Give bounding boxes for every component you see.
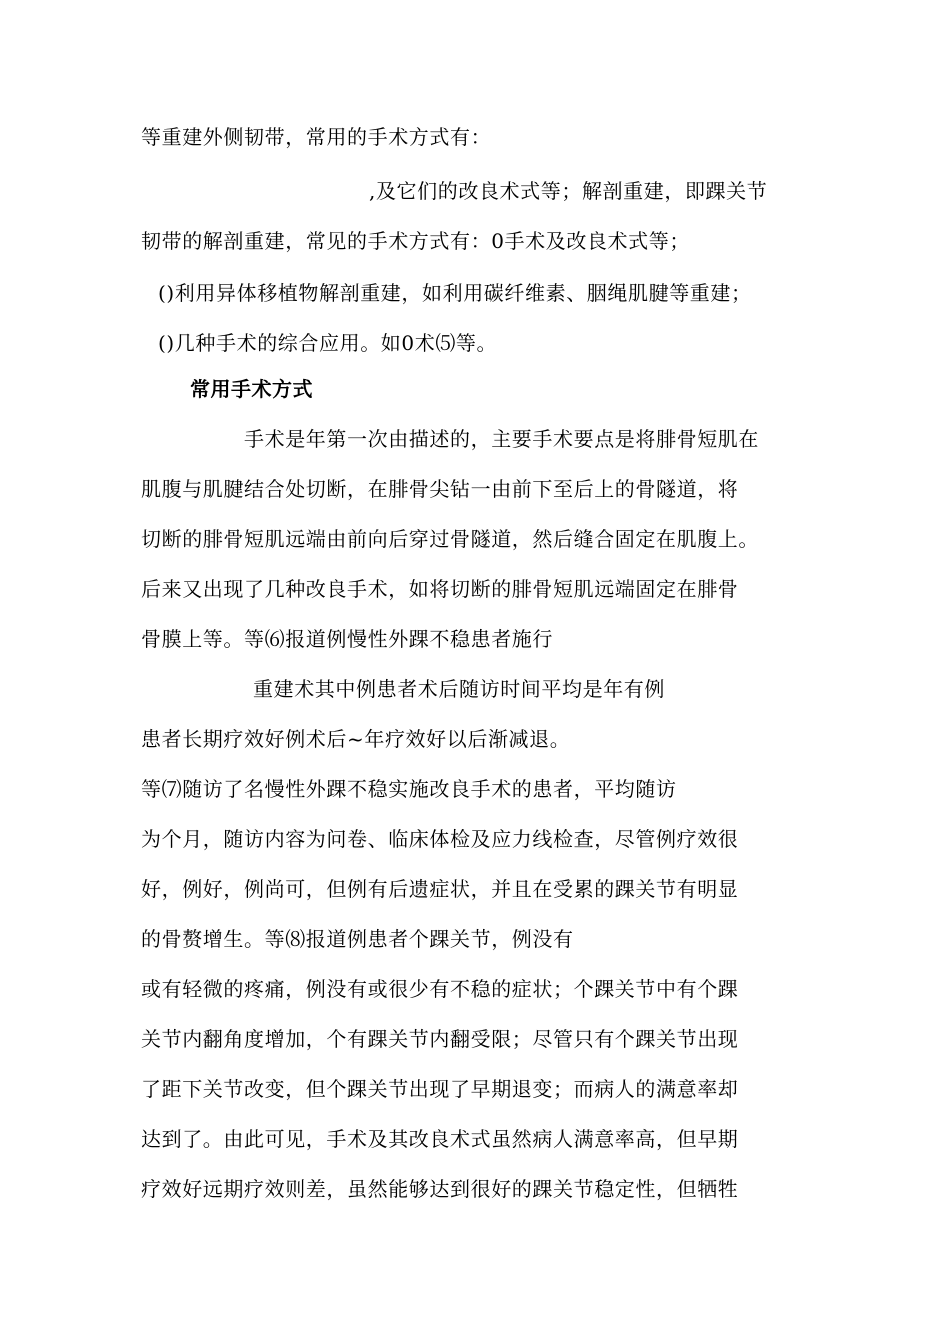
section-heading: 常用手术方式 [190, 377, 313, 401]
text-line: 关节内翻角度增加，个有踝关节内翻受限；尽管只有个踝关节出现 [141, 1027, 739, 1051]
text-line: ,及它们的改良术式等；解剖重建，即踝关节 [369, 179, 768, 203]
text-line: 韧带的解剖重建，常见的手术方式有：0手术及改良术式等； [141, 229, 690, 253]
text-line: 重建术其中例患者术后随访时间平均是年有例 [253, 677, 665, 701]
text-line: 为个月，随访内容为问卷、临床体检及应力线检查，尽管例疗效很 [141, 827, 739, 851]
text-line: 疗效好远期疗效则差，虽然能够达到很好的踝关节稳定性，但牺牲 [141, 1177, 739, 1201]
text-line: 达到了。由此可见，手术及其改良术式虽然病人满意率高，但早期 [141, 1127, 739, 1151]
text-line: 等重建外侧韧带，常用的手术方式有： [141, 125, 492, 149]
text-line: 患者长期疗效好例术后~年疗效好以后渐减退。 [141, 727, 571, 751]
text-line: 或有轻微的疼痛，例没有或很少有不稳的症状；个踝关节中有个踝 [141, 977, 739, 1001]
text-line: 切断的腓骨短肌远端由前向后穿过骨隧道，然后缝合固定在肌腹上。 [141, 527, 759, 551]
text-line: 了距下关节改变，但个踝关节出现了早期退变；而病人的满意率却 [141, 1077, 739, 1101]
text-line: ()利用异体移植物解剖重建，如利用碳纤维素、胭绳肌腱等重建； [158, 281, 752, 305]
text-line: 好，例好，例尚可，但例有后遗症状，并且在受累的踝关节有明显 [141, 877, 739, 901]
text-line: 骨膜上等。等⑹报道例慢性外踝不稳患者施行 [141, 627, 553, 651]
text-line: 等⑺随访了名慢性外踝不稳实施改良手术的患者，平均随访 [141, 777, 677, 801]
text-line: ()几种手术的综合应用。如0术⑸等。 [158, 331, 498, 355]
text-line: 手术是年第一次由描述的，主要手术要点是将腓骨短肌在 [244, 427, 759, 451]
text-line: 肌腹与肌腱结合处切断，在腓骨尖钻一由前下至后上的骨隧道，将 [141, 477, 739, 501]
text-line: 后来又出现了几种改良手术，如将切断的腓骨短肌远端固定在腓骨 [141, 577, 739, 601]
text-line: 的骨赘增生。等⑻报道例患者个踝关节，例没有 [141, 927, 574, 951]
